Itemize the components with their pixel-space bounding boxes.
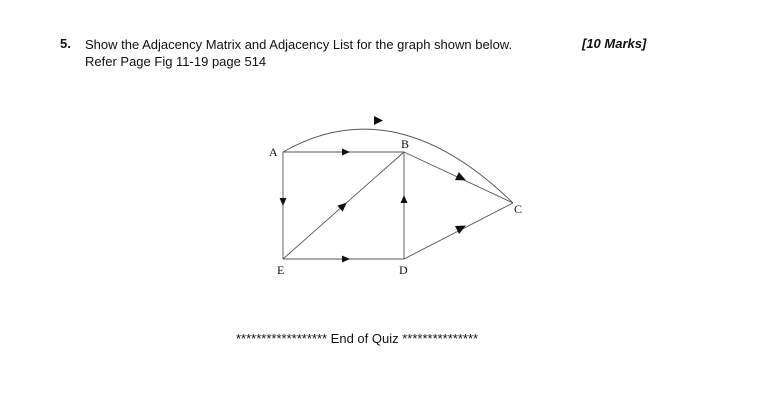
- arrow-a-e: [280, 198, 287, 206]
- question-marks: [10 Marks]: [582, 36, 647, 51]
- node-label-e: E: [277, 263, 285, 277]
- end-of-quiz-footer: ****************** End of Quiz ***************: [236, 331, 479, 346]
- edge-a-c-curve: [283, 129, 513, 203]
- arrow-d-b: [401, 195, 408, 203]
- node-label-a: A: [269, 145, 278, 159]
- node-label-c: C: [514, 202, 523, 216]
- question-line-1: Show the Adjacency Matrix and Adjacency List for the graph shown below.: [85, 37, 513, 52]
- arrow-a-b: [342, 149, 350, 156]
- arrow-a-c: [374, 116, 383, 125]
- question-number: 5.: [60, 36, 71, 51]
- node-label-d: D: [399, 263, 408, 277]
- node-label-b: B: [401, 137, 410, 151]
- arrow-e-d: [342, 256, 350, 263]
- question-line-2: Refer Page Fig 11-19 page 514: [85, 54, 267, 69]
- arrow-b-c: [455, 172, 468, 184]
